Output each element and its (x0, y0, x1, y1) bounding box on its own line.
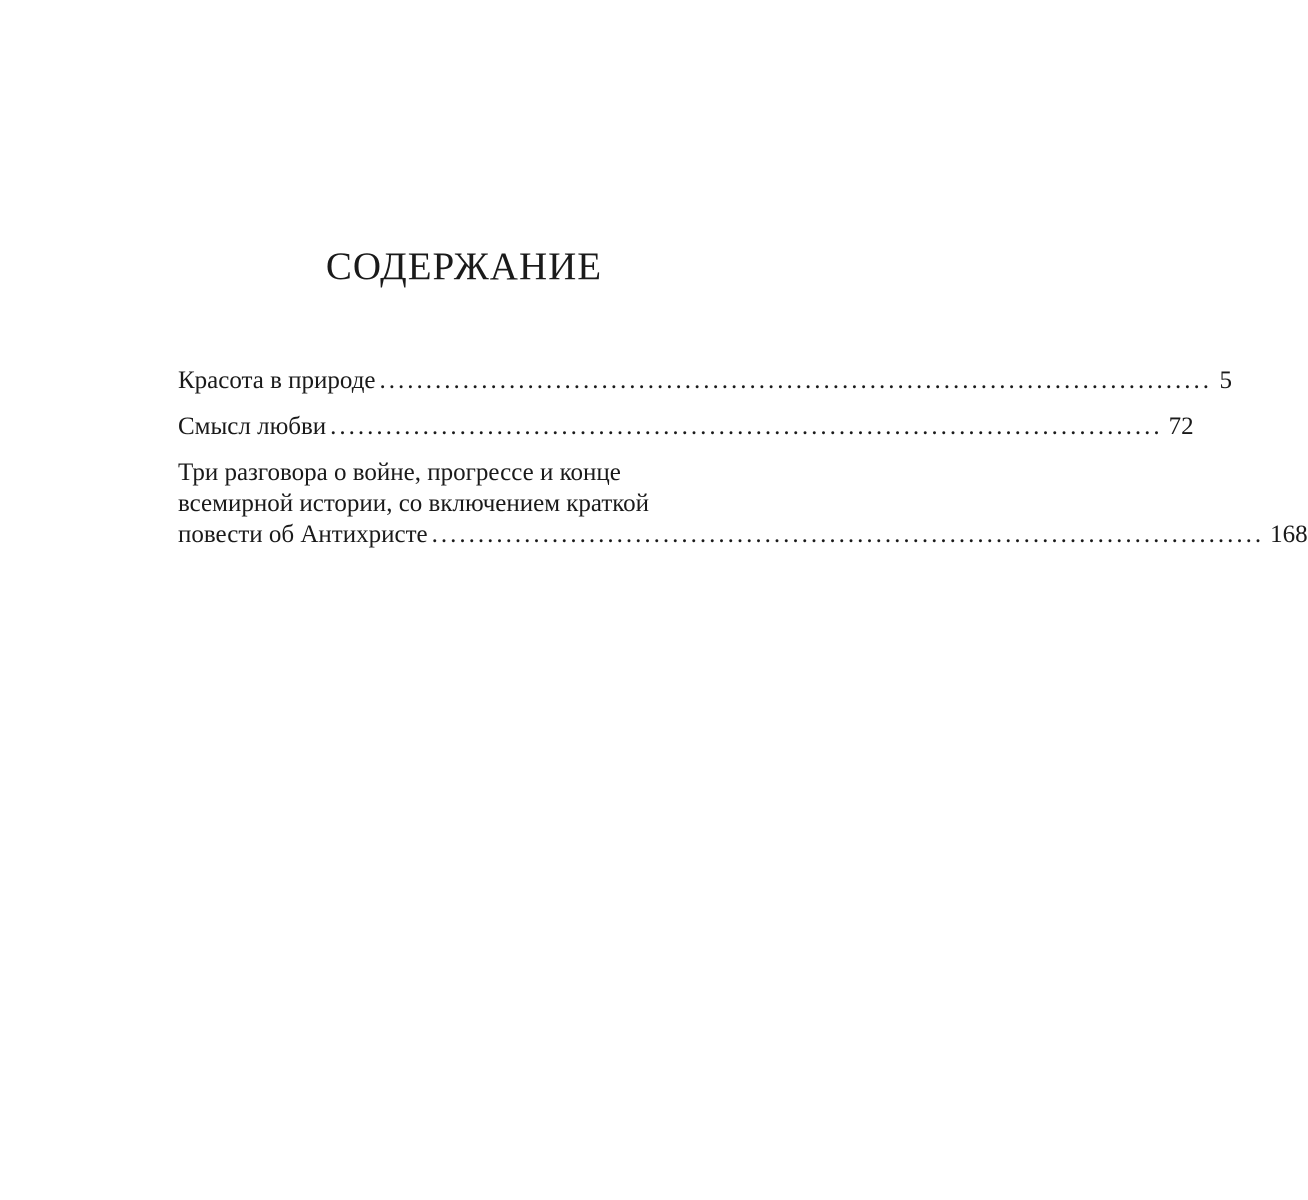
toc-entry[interactable] (178, 457, 1308, 550)
page-title: СОДЕРЖАНИЕ (325, 245, 603, 288)
toc-entry-line (178, 411, 1194, 442)
toc-entry-title-line: всемирной истории, со включением краткой (178, 490, 650, 517)
dot-leader: .......................................................................................... (431, 521, 1265, 548)
toc-page-number: 72 (1168, 413, 1194, 440)
toc-entry-title-line: Три разговора о войне, прогрессе и конце (178, 459, 621, 486)
toc-entry[interactable] (178, 365, 1233, 396)
toc-entry-title: повести об Антихристе (178, 521, 428, 548)
toc-page-number: 5 (1219, 367, 1233, 394)
dot-leader: .......................................................................................... (379, 367, 1213, 394)
dot-leader: .......................................................................................... (330, 413, 1163, 440)
table-of-contents (178, 365, 1308, 565)
toc-entry-title: Красота в природе (178, 367, 376, 394)
toc-entry[interactable] (178, 411, 1194, 442)
toc-entry-line (178, 519, 1308, 550)
toc-entry-title: Смысл любви (178, 413, 327, 440)
toc-entry-line (178, 365, 1233, 396)
toc-page-number: 168 (1270, 521, 1308, 548)
